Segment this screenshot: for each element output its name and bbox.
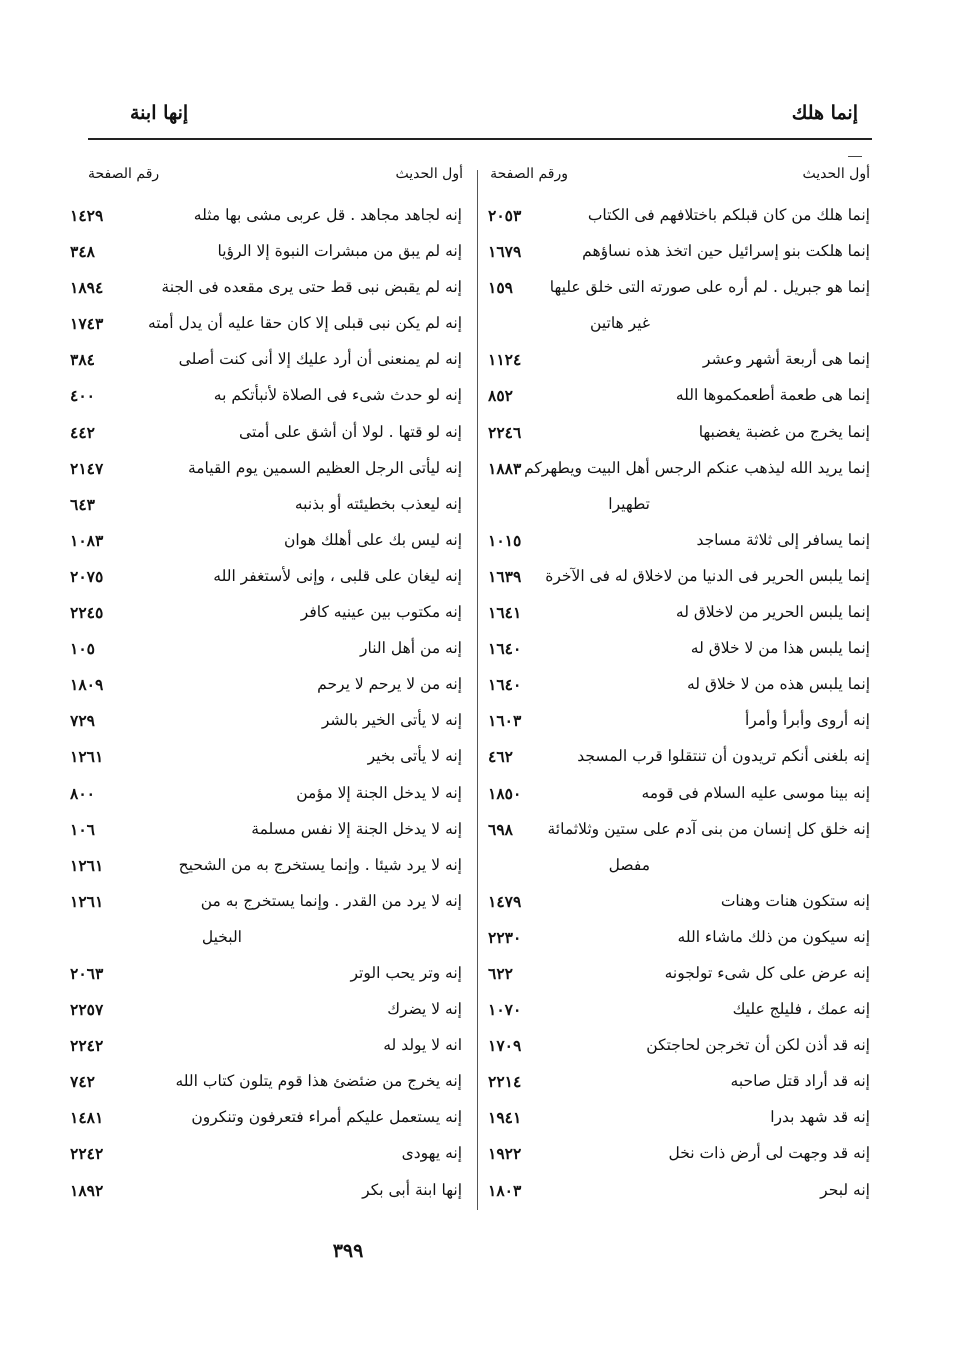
entry-text: إنه يخرج من ضئضئ هذا قوم يتلون كتاب الله — [175, 1072, 462, 1091]
entry-text: إنه ليعذب بخطيئته أو بذنبه — [294, 494, 462, 513]
entry-page-number: ١٦٠٣ — [488, 711, 522, 731]
entry-text: إنه عمك ، فليلج عليك — [732, 1000, 870, 1019]
header-rule — [88, 138, 872, 140]
entry-text: إنما هى أربعة أشهر وعشر — [702, 350, 870, 369]
entry-text: إنه ليأتى الرجل العظيم السمين يوم القيامة — [187, 458, 462, 477]
index-entry — [488, 962, 870, 998]
entry-page-number: ١٠٨٣ — [70, 530, 104, 550]
entry-page-number: ١٦٤٠ — [488, 639, 522, 659]
entry-text: إنه لم يبق من مبشرات النبوة إلا الرؤيا — [217, 242, 462, 261]
entry-text: إنما يسافر إلى ثلاثة مساجد — [696, 530, 870, 549]
entry-text: إنه لم يقبض نبى قط حتى يرى مقعده فى الجنة — [161, 278, 462, 297]
index-entry — [70, 204, 462, 240]
entry-text: إنه وتر يحب الوتر — [350, 963, 462, 982]
index-entry — [488, 1142, 870, 1178]
entry-text: إنها ابنة أبى بكر — [362, 1180, 462, 1199]
entry-page-number: ١٠٦ — [70, 819, 95, 839]
entry-page-number: ١٩٢٢ — [488, 1144, 522, 1164]
index-entry — [488, 457, 870, 493]
right-column — [488, 204, 870, 1215]
index-entry — [488, 601, 870, 637]
index-entry — [70, 457, 462, 493]
entry-page-number: ١٨٠٣ — [488, 1180, 522, 1200]
index-entry — [70, 1106, 462, 1142]
entry-text: مفصل — [608, 855, 650, 874]
index-entry — [70, 854, 462, 890]
entry-page-number: ١٦٧٩ — [488, 242, 522, 262]
entry-page-number: ١٧٤٣ — [70, 314, 104, 334]
entry-text: إنما يلبس هذا من لا خلاق له — [690, 639, 870, 658]
entry-text: إنه لا يرد من القدر . وإنما يستخرج به من — [200, 891, 462, 910]
entry-page-number: ١٤٨١ — [70, 1108, 104, 1128]
entry-page-number: ٢٢٤٦ — [488, 422, 522, 442]
entry-text: إنما يلبس الحرير فى الدنيا من لاخلاق له فى الآخرة — [545, 566, 870, 585]
entry-text: إنه ليس بك على أهلك هوان — [284, 530, 462, 549]
index-entry — [70, 601, 462, 637]
entry-page-number: ٤٤٢ — [70, 422, 95, 442]
entry-text: إنما يريد الله ليذهب عنكم الرجس أهل البيت ويطهركم — [524, 458, 870, 477]
entry-text: إنه لا يدخل الجنة إلا نفس مسلمة — [251, 819, 462, 838]
index-entry — [488, 312, 870, 348]
index-entry — [70, 673, 462, 709]
index-entry — [488, 818, 870, 854]
entry-page-number: ٢٢٤٢ — [70, 1144, 104, 1164]
entry-text: إنه يستعمل عليكم أمراء فتعرفون وتنكرون — [191, 1108, 462, 1127]
entry-text: إنما يلبس الحرير من لاخلاق له — [675, 603, 870, 622]
index-entry — [70, 782, 462, 818]
entry-text: إنه لا يأتى الخير بالشر — [321, 711, 462, 730]
index-entry — [488, 782, 870, 818]
entry-text: إنه لا يضرك — [387, 1000, 462, 1019]
index-entry — [70, 745, 462, 781]
index-entry — [488, 204, 870, 240]
entry-page-number: ١٢٦١ — [70, 891, 104, 911]
index-entry — [70, 998, 462, 1034]
index-entry — [488, 529, 870, 565]
entry-text: إنما هو جبريل . لم أره على صورته التى خلق عليها — [549, 278, 870, 297]
entry-page-number: ١٦٤٠ — [488, 675, 522, 695]
entry-text: إنه ليغان على قلبى ، وإنى لأستغفر الله — [213, 566, 462, 585]
entry-text: إنه عرض على كل شىء تولجونه — [664, 963, 870, 982]
index-entry — [488, 240, 870, 276]
index-entry — [70, 276, 462, 312]
entry-text: إنه لا يرد شيئا . وإنما يستخرج به من الشحيح — [178, 855, 462, 874]
entry-page-number: ٢١٤٧ — [70, 458, 104, 478]
column-separator — [477, 170, 478, 1210]
entry-page-number: ٧٤٢ — [70, 1072, 95, 1092]
entry-text: إنه قد شهد بدرا — [770, 1108, 870, 1127]
index-entry — [488, 854, 870, 890]
index-entry — [70, 421, 462, 457]
index-entry — [70, 384, 462, 420]
entry-page-number: ١٤٧٩ — [488, 891, 522, 911]
index-entry — [488, 565, 870, 601]
entry-text: إنه لو حدث شىء فى الصلاة لأنبأتكم به — [213, 386, 462, 405]
entry-text: إنه من أهل النار — [360, 639, 462, 658]
entry-text: إنه أروى وأبرأ وأمرأ — [744, 711, 870, 730]
entry-text: إنه ستكون هنات وهنات — [720, 891, 870, 910]
entry-text: إنه لو قتها . لولا أن أشق على أمتى — [239, 422, 462, 441]
running-header-right: إنما هلك — [791, 102, 858, 124]
entry-text: إنه لبحر — [820, 1180, 870, 1199]
index-entry — [488, 1106, 870, 1142]
index-entry — [488, 673, 870, 709]
right-column-text-heading: أول الحديث — [802, 166, 870, 182]
left-column-page-heading: رقم الصفحة — [88, 166, 160, 182]
index-entry — [70, 1070, 462, 1106]
entry-text: إنه لا يدخل الجنة إلا مؤمن — [296, 783, 462, 802]
entry-page-number: ٤٦٢ — [488, 747, 513, 767]
entry-page-number: ٦٤٣ — [70, 494, 95, 514]
entry-page-number: ١٨٠٩ — [70, 675, 104, 695]
entry-page-number: ٧٢٩ — [70, 711, 95, 731]
index-entry — [488, 926, 870, 962]
entry-page-number: ٦٩٨ — [488, 819, 513, 839]
entry-page-number: ٢٢٤٥ — [70, 603, 104, 623]
index-entry — [488, 384, 870, 420]
entry-page-number: ٢٢١٤ — [488, 1072, 522, 1092]
entry-text: إنه قد أذن لكن أن تخرجن لحاجتكن — [646, 1036, 870, 1055]
entry-page-number: ١٢٦١ — [70, 855, 104, 875]
entry-text: إنما هلكت بنو إسرائيل حين اتخذ هذه نساؤهم — [582, 242, 870, 261]
entry-page-number: ١٤٢٩ — [70, 206, 104, 225]
index-entry — [70, 565, 462, 601]
entry-text: إنما هى طعمة أطعمكموها الله — [675, 386, 870, 405]
entry-page-number: ٨٠٠ — [70, 783, 95, 803]
index-entry — [70, 818, 462, 854]
entry-page-number: ١١٢٤ — [488, 350, 522, 370]
right-column-page-heading: ورقم الصفحة — [490, 166, 568, 182]
entry-text: إنه من لا يرحم لا يرحم — [317, 675, 462, 694]
entry-text: إنه لجاهد مجاهد . قل عربى مشى بها مثله — [193, 206, 462, 224]
index-entry — [488, 745, 870, 781]
index-entry — [70, 1142, 462, 1178]
index-entry — [488, 709, 870, 745]
entry-text: انه لا يولد له — [383, 1036, 462, 1055]
entry-text: إنه لا يأتى بخير — [367, 747, 462, 766]
index-entry — [70, 709, 462, 745]
entry-page-number: ١٦٤١ — [488, 603, 522, 623]
entry-text: إنه قد أراد قتل صاحبه — [730, 1072, 870, 1091]
left-column-text-heading: أول الحديث — [395, 166, 463, 182]
index-entry — [488, 890, 870, 926]
page-number: ٣٩٩ — [332, 1240, 364, 1262]
entry-page-number: ٢٢٣٠ — [488, 927, 522, 947]
entry-text: إنه مكتوب بين عينيه كافر — [300, 603, 462, 622]
index-entry — [488, 1070, 870, 1106]
entry-page-number: ١٦٣٩ — [488, 566, 522, 586]
index-entry — [70, 962, 462, 998]
entry-page-number: ١٢٦١ — [70, 747, 104, 767]
entry-page-number: ٣٨٤ — [70, 350, 95, 370]
index-entry — [488, 1179, 870, 1215]
entry-page-number: ١٠١٥ — [488, 530, 522, 550]
entry-page-number: ٨٥٢ — [488, 386, 513, 406]
entry-page-number: ١٥٩ — [488, 278, 513, 298]
entry-page-number: ١٠٧٠ — [488, 1000, 522, 1020]
index-entry — [488, 637, 870, 673]
entry-text: إنه لم يكن نبى قبلى إلا كان حقا عليه أن يدل أمته — [147, 314, 462, 333]
page-number-wrap — [0, 1240, 956, 1262]
entry-text: إنه خلق كل إنسان من بنى آدم على ستين وثلاثمائة — [547, 819, 870, 838]
entry-text: إنما هلك من كان قبلكم باختلافهم فى الكتاب — [587, 206, 870, 224]
index-entry — [70, 890, 462, 926]
entry-page-number: ١٧٠٩ — [488, 1036, 522, 1056]
entry-text: إنه لم يمنعنى أن أرد عليك إلا أنى كنت أصلى — [178, 350, 462, 369]
entry-text: غير هاتين — [590, 314, 650, 333]
index-entry — [70, 312, 462, 348]
entry-page-number: ١٩٤١ — [488, 1108, 522, 1128]
entry-text: إنه بلغنى أنكم تريدون أن تنتقلوا قرب المسجد — [577, 747, 870, 766]
entry-text: إنه يهودى — [401, 1144, 462, 1163]
index-entry — [488, 1034, 870, 1070]
entry-page-number: ٢٠٥٣ — [488, 206, 522, 225]
entry-page-number: ١٠٥ — [70, 639, 95, 659]
entry-page-number: ١٨٩٢ — [70, 1180, 104, 1200]
index-entry — [488, 998, 870, 1034]
header-tick-mark — [848, 156, 862, 157]
entry-text: إنما يخرج من غضبة يغضبها — [698, 422, 870, 441]
entry-page-number: ٢٢٤٢ — [70, 1036, 104, 1056]
index-entry — [70, 1179, 462, 1215]
index-entry — [70, 926, 462, 962]
index-entry — [70, 1034, 462, 1070]
index-entry — [488, 348, 870, 384]
entry-text: تطهيرا — [608, 494, 650, 513]
entry-page-number: ١٨٥٠ — [488, 783, 522, 803]
index-entry — [70, 529, 462, 565]
entry-text: إنه سيكون من ذلك ماشاء الله — [677, 927, 870, 946]
index-entry — [488, 493, 870, 529]
index-entry — [70, 240, 462, 276]
entry-page-number: ٢٢٥٧ — [70, 1000, 104, 1020]
entry-page-number: ٤٠٠ — [70, 386, 95, 406]
index-entry — [70, 637, 462, 673]
entry-text: إنه بينا موسى عليه السلام فى قومه — [641, 783, 870, 802]
entry-text: إنه قد وجهت لى أرض ذات نخل — [668, 1144, 870, 1163]
entry-page-number: ٢٠٦٣ — [70, 963, 104, 983]
entry-page-number: ١٨٩٤ — [70, 278, 104, 298]
index-entry — [488, 421, 870, 457]
running-header-left: إنها ابنة — [130, 102, 189, 124]
left-column — [70, 204, 462, 1215]
entry-page-number: ٣٤٨ — [70, 242, 95, 262]
entry-page-number: ٢٠٧٥ — [70, 566, 104, 586]
index-entry — [488, 276, 870, 312]
index-entry — [70, 493, 462, 529]
entry-text: إنما يلبس هذه من لا خلاق له — [686, 675, 870, 694]
entry-page-number: ١٨٨٣ — [488, 458, 522, 478]
entry-page-number: ٦٢٢ — [488, 963, 513, 983]
index-entry — [70, 348, 462, 384]
entry-text: البخيل — [201, 927, 242, 946]
